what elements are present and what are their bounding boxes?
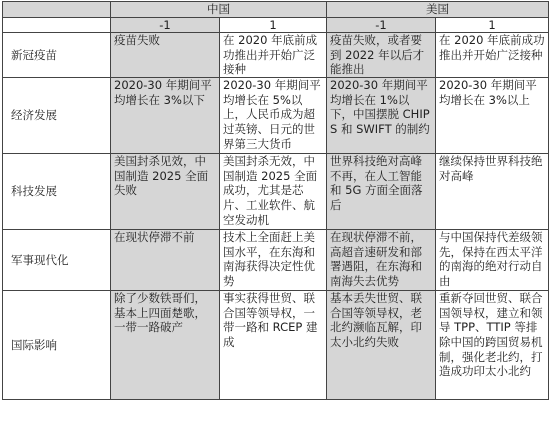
cell-china-positive: 在 2020 年底前成功推出并开始广泛接种 — [220, 33, 327, 78]
cell-china-positive: 技术上全面赶上美国水平，在东海和南海获得决定性优势 — [220, 230, 327, 291]
country-header-row — [3, 2, 549, 18]
row-label-international: 国际影响 — [3, 291, 111, 400]
row-label-military: 军事现代化 — [3, 230, 111, 291]
row-label-vaccine: 新冠疫苗 — [3, 33, 111, 78]
table-row — [3, 291, 549, 400]
cell-usa-negative: 疫苗失败，或者要到 2022 年以后才能推出 — [327, 33, 436, 78]
corner-cell-2 — [3, 17, 111, 33]
cell-usa-positive: 重新夺回世贸、联合国领导权，建立和领导 TPP、TTIP 等排除中国的跨国贸易机制，强化老北约，打造成功印太小北约 — [436, 291, 549, 400]
usa-score-negative: -1 — [327, 17, 436, 33]
table-row — [3, 33, 549, 78]
cell-usa-positive: 继续保持世界科技绝对高峰 — [436, 154, 549, 230]
score-header-row — [3, 17, 549, 33]
cell-usa-positive: 与中国保持代差级领先，保持在西太平洋的南海的绝对行动自由 — [436, 230, 549, 291]
cell-usa-positive: 在 2020 年底前成功推出并开始广泛接种 — [436, 33, 549, 78]
cell-china-negative: 2020-30 年期间平均增长在 3%以下 — [111, 78, 220, 154]
china-score-negative: -1 — [111, 17, 220, 33]
country-header-usa: 美国 — [327, 2, 549, 18]
cell-usa-negative: 在现状停滞不前，高超音速研发和部署遇阻，在东海和南海失去优势 — [327, 230, 436, 291]
table-row — [3, 230, 549, 291]
usa-score-positive: 1 — [436, 17, 549, 33]
cell-usa-negative: 世界科技绝对高峰不再，在人工智能和 5G 方面全面落后 — [327, 154, 436, 230]
cell-usa-negative: 基本丢失世贸、联合国等领导权，老北约濒临瓦解，印太小北约失败 — [327, 291, 436, 400]
cell-usa-negative: 2020-30 年期间平均增长在 1%以下，中国摆脱 CHIPS 和 SWIFT 的制约 — [327, 78, 436, 154]
cell-china-negative: 在现状停滞不前 — [111, 230, 220, 291]
table-row — [3, 154, 549, 230]
cell-china-negative: 除了少数铁哥们，基本上四面楚歌，一带一路破产 — [111, 291, 220, 400]
country-header-china: 中国 — [111, 2, 327, 18]
row-label-economy: 经济发展 — [3, 78, 111, 154]
table-row — [3, 78, 549, 154]
cell-china-positive: 事实获得世贸、联合国等领导权，一带一路和 RCEP 建成 — [220, 291, 327, 400]
row-label-technology: 科技发展 — [3, 154, 111, 230]
scenario-table — [2, 1, 549, 400]
cell-usa-positive: 2020-30 年期间平均增长在 3%以上 — [436, 78, 549, 154]
cell-china-negative: 疫苗失败 — [111, 33, 220, 78]
corner-cell — [3, 2, 111, 18]
cell-china-positive: 美国封杀无效，中国制造 2025 全面成功，尤其是芯片、工业软件、航空发动机 — [220, 154, 327, 230]
cell-china-negative: 美国封杀见效，中国制造 2025 全面失败 — [111, 154, 220, 230]
china-score-positive: 1 — [220, 17, 327, 33]
cell-china-positive: 2020-30 年期间平均增长在 5%以上，人民币成为超过英镑、日元的世界第三大货币 — [220, 78, 327, 154]
